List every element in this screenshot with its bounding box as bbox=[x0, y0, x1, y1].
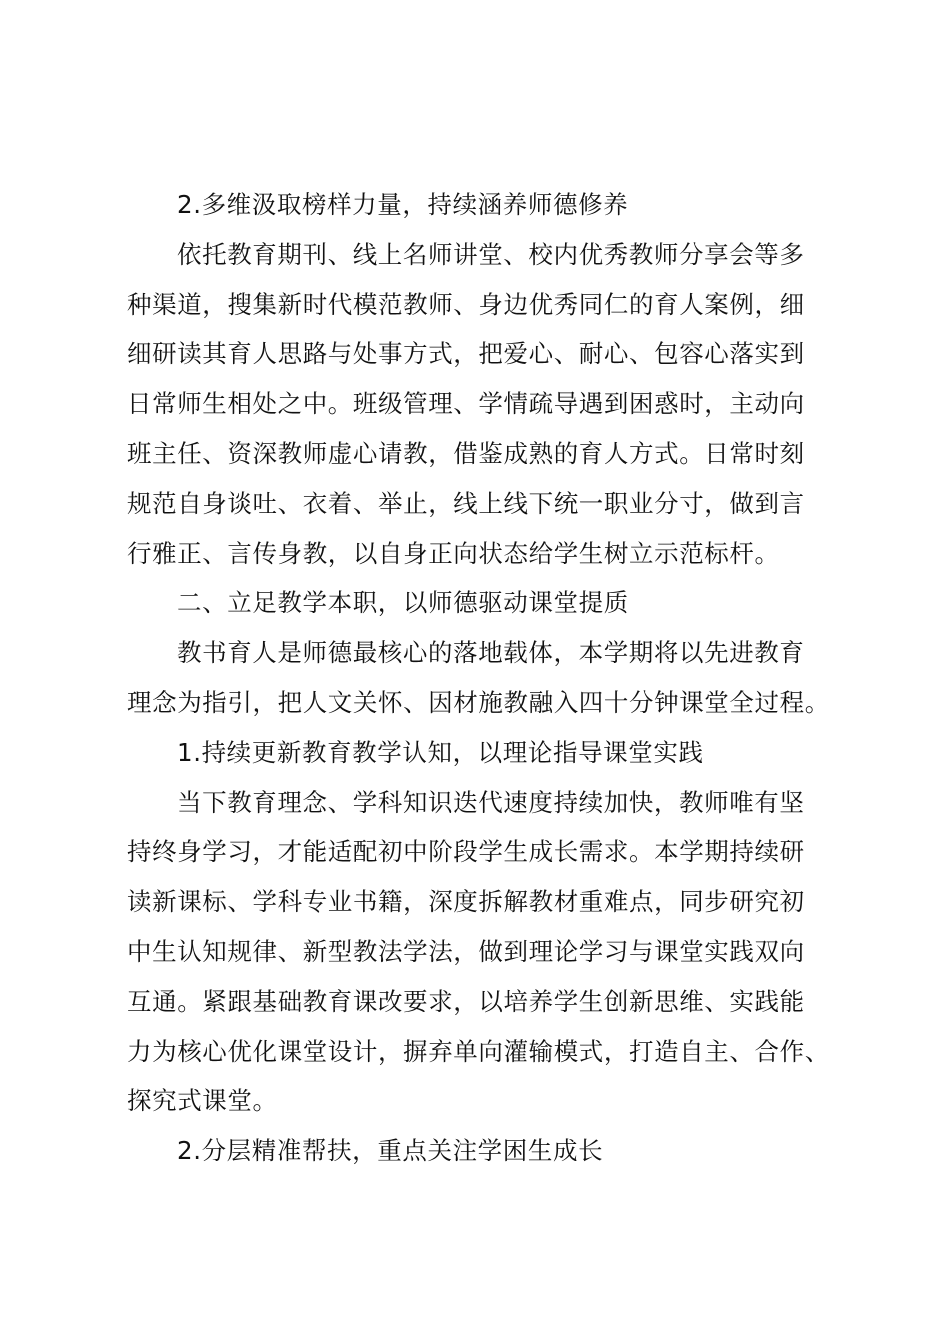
paragraph-line: 班主任、资深教师虚心请教，借鉴成熟的育人方式。日常时刻 bbox=[127, 438, 805, 468]
paragraph-line: 细研读其育人思路与处事方式，把爱心、耐心、包容心落实到 bbox=[127, 339, 805, 369]
paragraph-line: 规范自身谈吐、衣着、举止，线上线下统一职业分寸，做到言 bbox=[127, 488, 805, 518]
document-body bbox=[127, 180, 833, 1176]
paragraph-line: 当下教育理念、学科知识迭代速度持续加快，教师唯有坚 bbox=[177, 787, 805, 817]
paragraph-line: 读新课标、学科专业书籍，深度拆解教材重难点，同步研究初 bbox=[127, 887, 805, 917]
subheading-2-role-models: 2.多维汲取榜样力量，持续涵养师德修养 bbox=[177, 190, 629, 219]
paragraph-line: 探究式课堂。 bbox=[127, 1086, 278, 1116]
paragraph-line: 行雅正、言传身教，以自身正向状态给学生树立示范标杆。 bbox=[127, 538, 780, 568]
paragraph-line: 种渠道，搜集新时代模范教师、身边优秀同仁的育人案例，细 bbox=[127, 289, 805, 319]
paragraph-line: 教书育人是师德最核心的落地载体，本学期将以先进教育 bbox=[177, 638, 805, 668]
paragraph-line: 力为核心优化课堂设计，摒弃单向灌输模式，打造自主、合作、 bbox=[127, 1036, 830, 1066]
section-heading-two: 二、立足教学本职，以师德驱动课堂提质 bbox=[177, 588, 629, 618]
paragraph-line: 中生认知规律、新型教法学法，做到理论学习与课堂实践双向 bbox=[127, 936, 805, 966]
paragraph-line: 持终身学习，才能适配初中阶段学生成长需求。本学期持续研 bbox=[127, 837, 805, 867]
subheading-1-teaching-cognition: 1.持续更新教育教学认知，以理论指导课堂实践 bbox=[177, 737, 704, 767]
paragraph-line: 互通。紧跟基础教育课改要求，以培养学生创新思维、实践能 bbox=[127, 986, 805, 1016]
paragraph-line: 理念为指引，把人文关怀、因材施教融入四十分钟课堂全过程。 bbox=[127, 687, 830, 717]
subheading-2-struggling-students: 2.分层精准帮扶，重点关注学困生成长 bbox=[177, 1136, 604, 1166]
paragraph-line: 依托教育期刊、线上名师讲堂、校内优秀教师分享会等多 bbox=[177, 239, 805, 269]
paragraph-line: 日常师生相处之中。班级管理、学情疏导遇到困惑时，主动向 bbox=[127, 389, 805, 419]
